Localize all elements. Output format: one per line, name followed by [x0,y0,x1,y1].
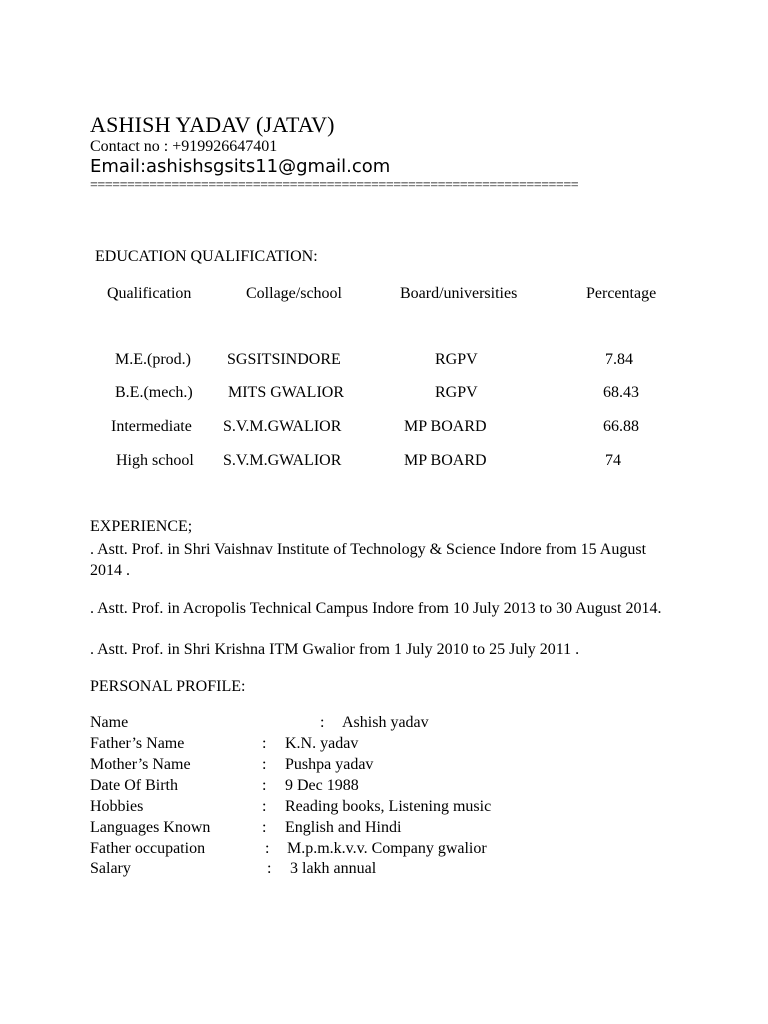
table-cell: B.E.(mech.) [115,384,193,401]
column-header-qualification: Qualification [107,285,192,302]
table-cell: M.E.(prod.) [115,351,191,368]
field-value-mother-name: Pushpa yadav [285,756,374,773]
field-separator: : [267,860,272,877]
education-title: EDUCATION QUALIFICATION: [95,248,318,265]
field-label-languages: Languages Known [90,819,211,836]
column-header-percentage: Percentage [586,285,657,302]
field-separator: : [262,756,267,773]
table-cell: RGPV [435,351,478,368]
field-value-dob: 9 Dec 1988 [285,777,359,794]
field-separator: : [262,798,267,815]
table-cell: 7.84 [605,351,633,368]
table-cell: S.V.M.GWALIOR [223,418,342,435]
field-label-mother-name: Mother’s Name [90,756,191,773]
header-divider: ================================================================== [90,178,579,193]
experience-item: . Astt. Prof. in Acropolis Technical Campus Indore from 10 July 2013 to 30 August 2014. [90,600,662,617]
field-separator: : [262,777,267,794]
field-value-father-name: K.N. yadav [285,735,359,752]
table-cell: MITS GWALIOR [228,384,344,401]
experience-item: . Astt. Prof. in Shri Krishna ITM Gwalior from 1 July 2010 to 25 July 2011 . [90,641,580,658]
field-separator: : [265,840,270,857]
experience-item: . Astt. Prof. in Shri Vaishnav Institute of Technology & Science Indore from 15 August 2014 . [90,541,647,579]
email-address: Email:ashishsgsits11@gmail.com [90,156,391,177]
table-cell: MP BOARD [404,418,487,435]
field-label-dob: Date Of Birth [90,777,178,794]
field-separator: : [262,819,267,836]
table-cell: SGSITSINDORE [227,351,341,368]
table-cell: 66.88 [603,418,639,435]
experience-title: EXPERIENCE; [90,518,193,535]
table-cell: S.V.M.GWALIOR [223,452,342,469]
field-separator: : [262,735,267,752]
field-label-father-name: Father’s Name [90,735,185,752]
resume-name: ASHISH YADAV (JATAV) [90,112,335,137]
table-cell: 74 [605,452,621,469]
personal-profile-title: PERSONAL PROFILE: [90,678,246,695]
table-cell: RGPV [435,384,478,401]
table-cell: MP BOARD [404,452,487,469]
contact-number: Contact no : +919926647401 [90,138,278,155]
table-cell: High school [116,452,194,469]
field-value-name: Ashish yadav [342,714,429,731]
table-cell: Intermediate [111,418,192,435]
field-separator: : [320,714,325,731]
field-value-hobbies: Reading books, Listening music [285,798,492,815]
field-label-salary: Salary [90,860,131,877]
field-value-languages: English and Hindi [285,819,402,836]
column-header-college: Collage/school [246,285,342,302]
column-header-board: Board/universities [400,285,518,302]
field-value-salary: 3 lakh annual [290,860,377,877]
field-label-name: Name [90,714,129,731]
field-value-father-occupation: M.p.m.k.v.v. Company gwalior [287,840,487,857]
field-label-father-occupation: Father occupation [90,840,206,857]
field-label-hobbies: Hobbies [90,798,144,815]
table-cell: 68.43 [603,384,639,401]
